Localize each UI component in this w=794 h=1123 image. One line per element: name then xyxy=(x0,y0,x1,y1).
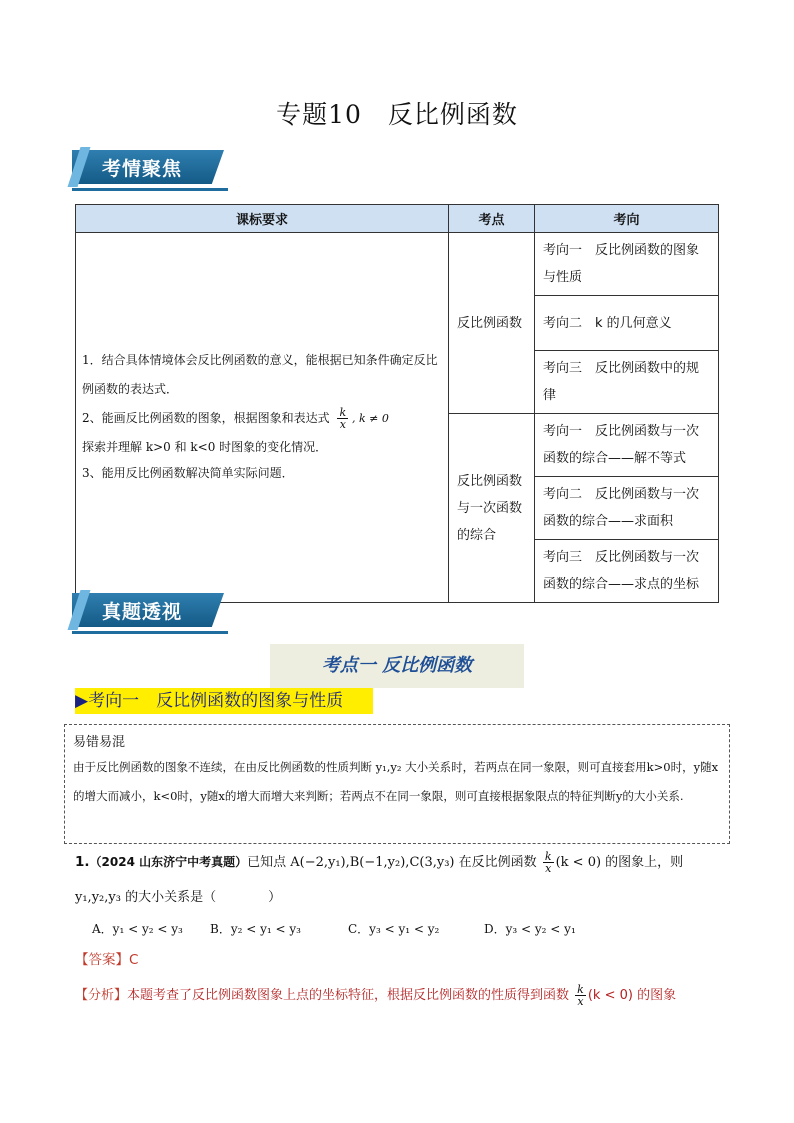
error-box-body: 由于反比例函数的图象不连续，在由反比例函数的性质判断 y₁,y₂ 大小关系时，若两点在同一象限，则可直接套用k>0时，y随x的增大而减小，k<0时，y随x的增大而增大来判断；若两点不在同一象限，则可直接根据象限点的特征判断y的大小关系. xyxy=(73,760,719,803)
requirement-2: 2、能画反比例函数的图象，根据图象和表达式 $\frac{k}{x}$ , k ≠ 0 xyxy=(82,405,389,431)
question-stem: 1.（2024 山东济宁中考真题）已知点 A(−2,y₁),B(−1,y₂),C(3,y₃) 在反比例函数 $\frac{k}{x}$ (k < 0) 的图象上，则 xyxy=(75,849,684,875)
kaodian-cell: 反比例函数 xyxy=(449,233,535,414)
curriculum-table xyxy=(75,204,719,603)
option-c: C．y₃ < y₁ < y₂ xyxy=(348,922,440,936)
answer-line: 【答案】C xyxy=(75,952,139,968)
kaoxiang-cell: 考向一 反比例函数与一次函数的综合——解不等式 xyxy=(535,414,719,477)
page-title: 专题10 反比例函数 xyxy=(276,100,518,129)
requirement-2-cont: 探索并理解 k>0 和 k<0 时图象的变化情况． xyxy=(82,439,328,454)
requirements-cell xyxy=(76,233,449,603)
section-banner-kaoqing xyxy=(72,150,232,192)
option-d: D．y₃ < y₂ < y₁ xyxy=(484,922,576,936)
section-title: 真题透视 xyxy=(102,601,183,623)
analysis-line: 【分析】本题考查了反比例函数图象上点的坐标特征，根据反比例函数的性质得到函数 $\frac{k}{x}$ (k < 0) 的图象 xyxy=(75,983,677,1008)
option-b: B．y₂ < y₁ < y₃ xyxy=(210,922,301,936)
kaodian-title: 考点一 反比例函数 xyxy=(270,644,524,688)
error-box xyxy=(64,724,730,844)
error-box-heading: 易错易混 xyxy=(73,735,126,750)
kaoxiang-cell: 考向一 反比例函数的图象与性质 xyxy=(535,233,719,296)
section-title: 考情聚焦 xyxy=(102,158,183,180)
option-a: A．y₁ < y₂ < y₃ xyxy=(92,922,183,936)
requirement-3: 3、能用反比例函数解决简单实际问题． xyxy=(82,465,294,480)
table-header: 考向 xyxy=(535,205,719,233)
requirement-1: 1．结合具体情境体会反比例函数的意义，能根据已知条件确定反比例函数的表达式． xyxy=(82,352,438,396)
table-header: 课标要求 xyxy=(76,205,449,233)
direction-heading: ▶考向一 反比例函数的图象与性质 xyxy=(75,688,373,714)
kaoxiang-cell: 考向三 反比例函数中的规律 xyxy=(535,351,719,414)
section-banner-zhenti xyxy=(72,593,232,635)
question-stem-cont: y₁,y₂,y₃ 的大小关系是（ ） xyxy=(75,890,282,905)
kaoxiang-cell: 考向三 反比例函数与一次函数的综合——求点的坐标 xyxy=(535,540,719,603)
kaoxiang-cell: 考向二 k 的几何意义 xyxy=(535,296,719,351)
kaodian-cell: 反比例函数与一次函数的综合 xyxy=(449,414,535,603)
kaoxiang-cell: 考向二 反比例函数与一次函数的综合——求面积 xyxy=(535,477,719,540)
table-header: 考点 xyxy=(449,205,535,233)
